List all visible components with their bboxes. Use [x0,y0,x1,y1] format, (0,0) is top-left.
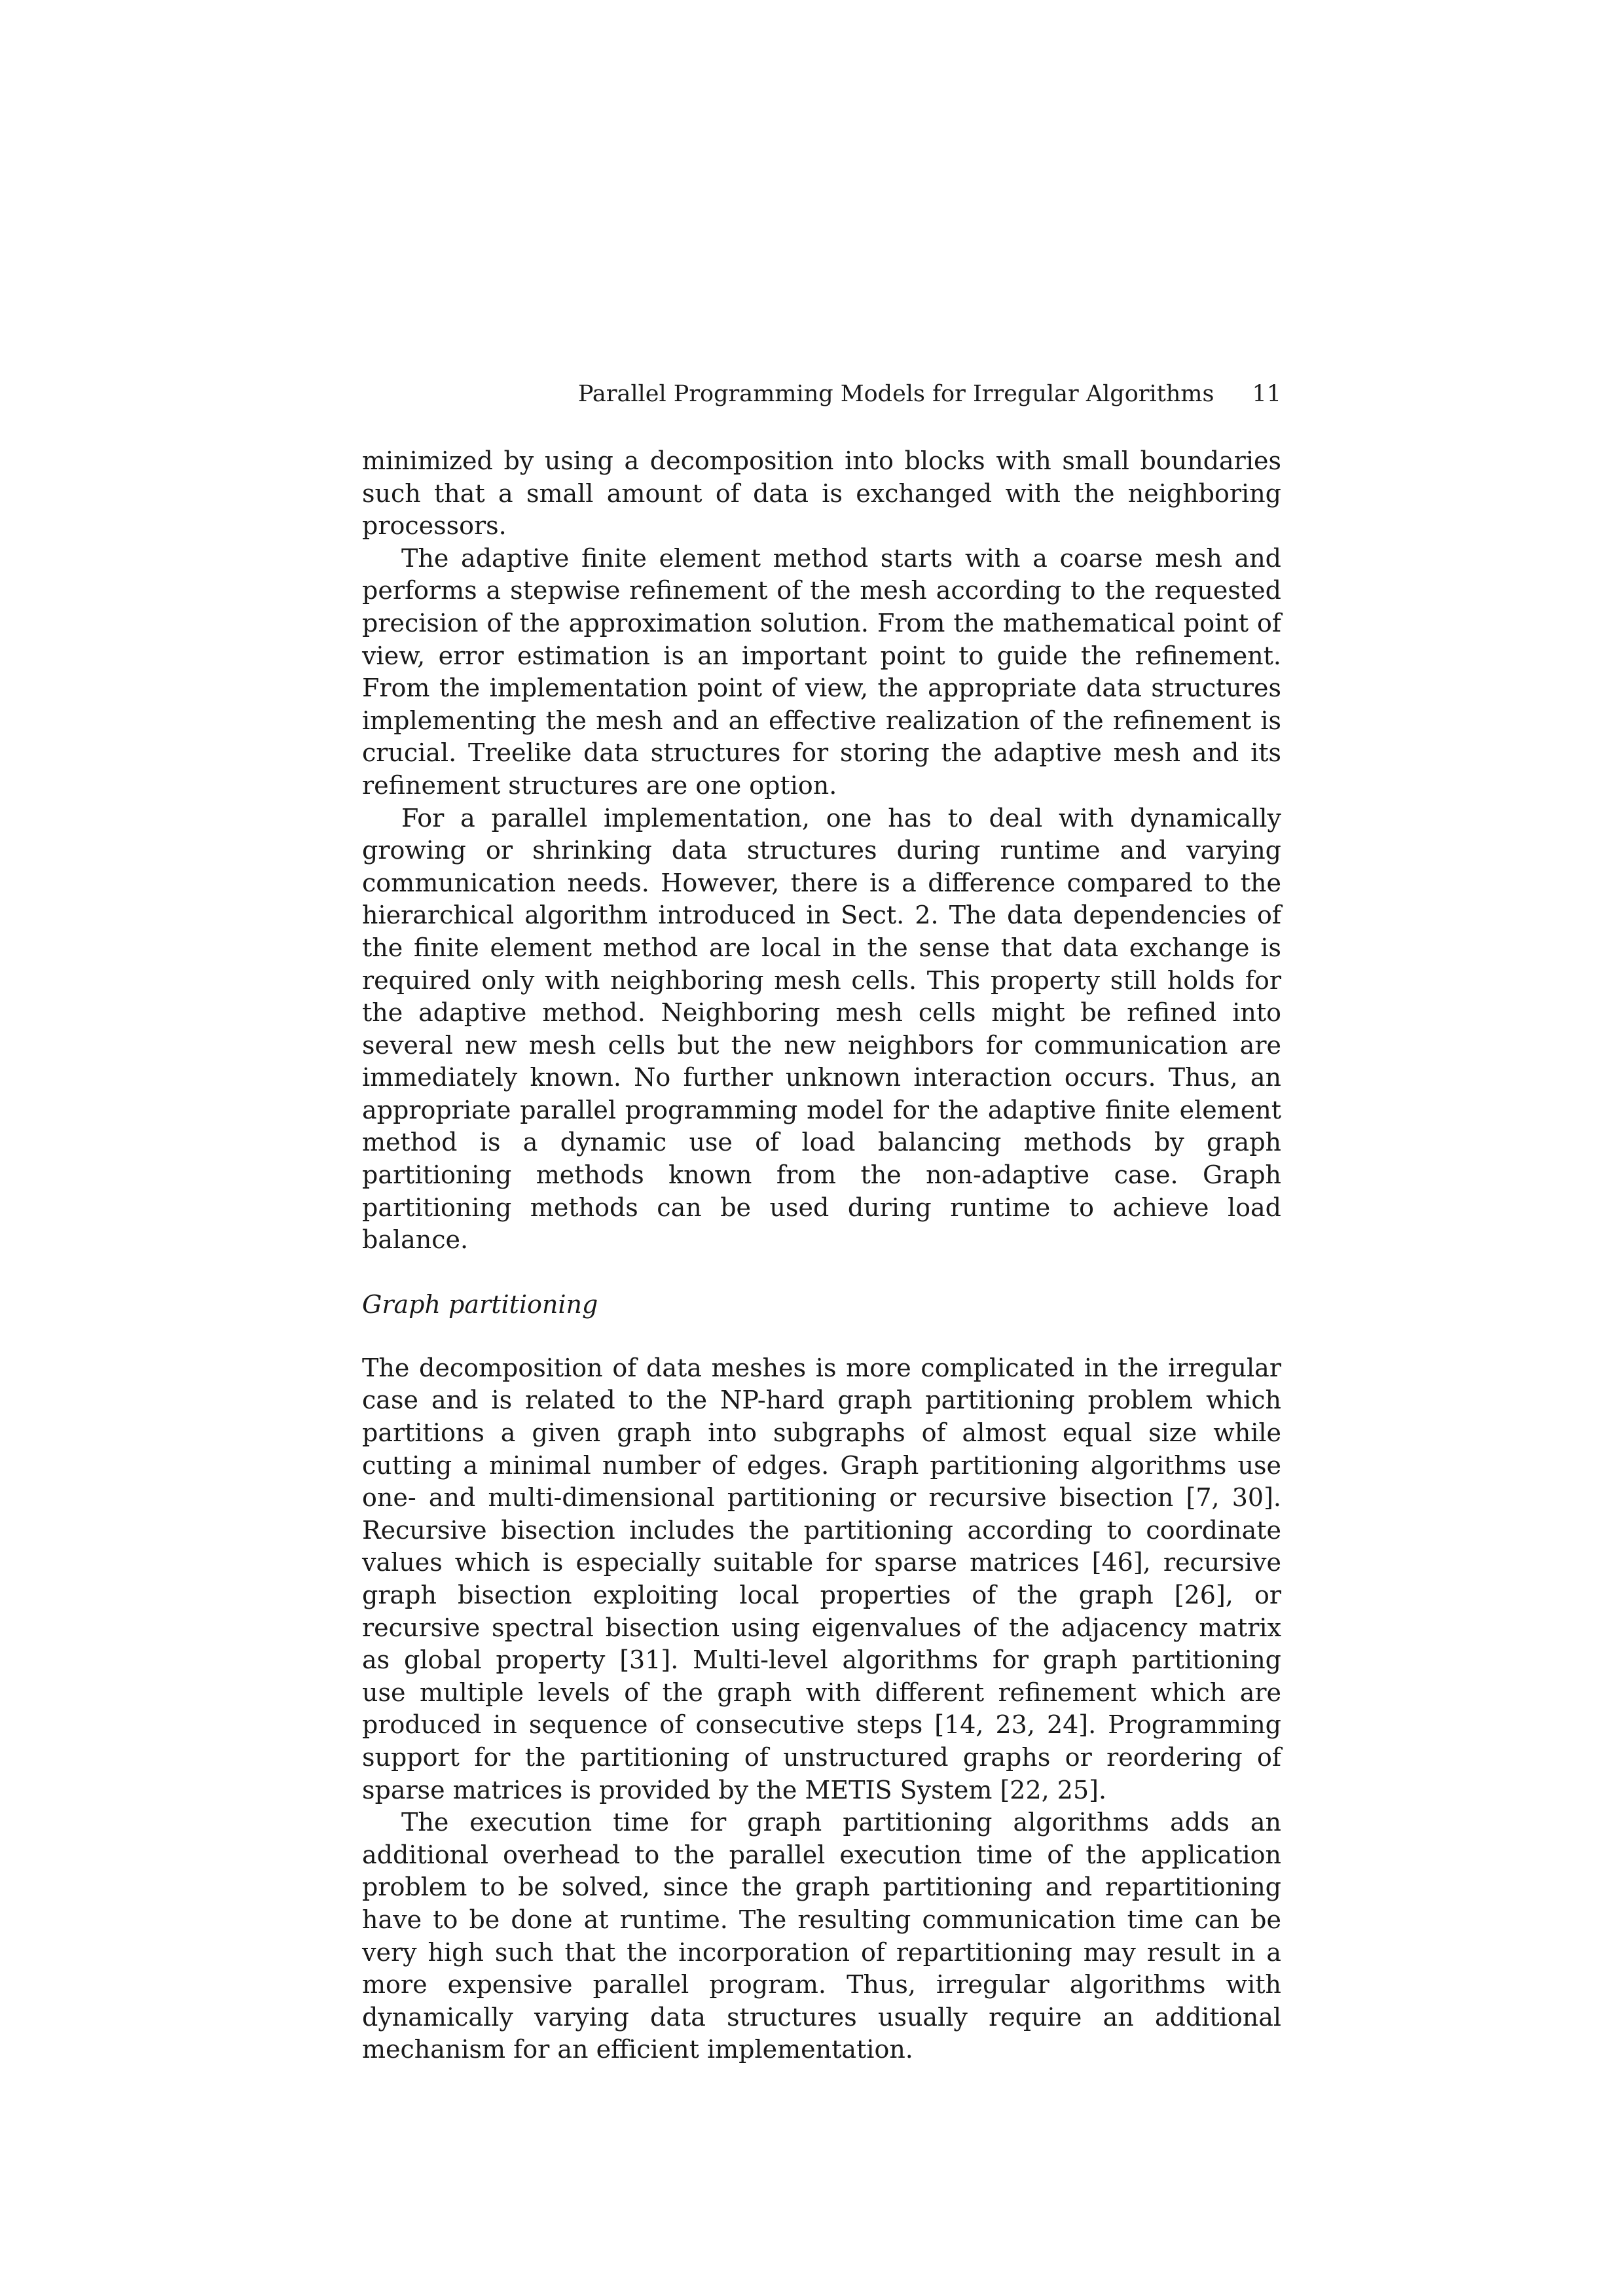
paragraph-adaptive-fem: The adaptive finite element method starts with a coarse mesh and performs a stepwise refinement of the mesh according to the requested precision of the approximation solution. From the mathematical point of view, error estimation is an important point to guide the refinement. From the implementation point of view, the appropriate data structures implementing the mesh and an effective realization of the refinement is crucial. Treelike data structures for storing the adaptive mesh and its refinement structures are one option. [362,543,1281,800]
section-heading-graph-partitioning: Graph partitioning [362,1289,598,1319]
page-number: 11 [1252,381,1281,407]
page-body [362,380,1281,2066]
running-head-title: Parallel Programming Models for Irregular Algorithms [577,381,1214,407]
paragraph-execution-time: The execution time for graph partitioning algorithms adds an additional overhead to the parallel execution time of the application problem to be solved, since the graph partitioning and repartitioning have to be done at runtime. The resulting communication time can be very high such that the incorporation of repartitioning may result in a more expensive parallel program. Thus, irregular algorithms with dynamically varying data structures usually require an additional mechanism for an efficient implementation. [362,1808,1281,2064]
running-head [362,380,1281,412]
paragraph-parallel-implementation: For a parallel implementation, one has to deal with dynamically growing or shrinking data structures during runtime and varying communication needs. However, there is a difference compared to the hierarchical algorithm introduced in Sect. 2. The data dependencies of the finite element method are local in the sense that data exchange is required only with neighboring mesh cells. This property still holds for the adaptive method. Neighboring mesh cells might be refined into several new mesh cells but the new neighbors for communication are immediately known. No further unknown interaction occurs. Thus, an appropriate parallel programming model for the adaptive finite element method is a dynamic use of load balancing methods by graph partitioning methods known from the non-adaptive case. Graph partitioning methods can be used during runtime to achieve load balance. [362,803,1281,1255]
paragraph-continued: minimized by using a decomposition into blocks with small boundaries such that a small amount of data is exchanged with the neighboring processors. [362,446,1281,541]
paragraph-decomposition: The decomposition of data meshes is more complicated in the irregular case and is related to the NP-hard graph partitioning problem which partitions a given graph into subgraphs of almost equal size while cutting a minimal number of edges. Graph partitioning algorithms use one- and multi-dimensional partitioning or recursive bisection [7, 30]. Recursive bisection includes the partitioning according to coordinate values which is especially suitable for sparse matrices [46], recursive graph bisection exploiting local properties of the graph [26], or recursive spectral bisection using eigenvalues of the adjacency matrix as global property [31]. Multi-level algorithms for graph partitioning use multiple levels of the graph with different refinement which are produced in sequence of consecutive steps [14, 23, 24]. Programming support for the partitioning of unstructured graphs or reordering of sparse matrices is provided by the METIS System [22, 25]. [362,1353,1281,1804]
